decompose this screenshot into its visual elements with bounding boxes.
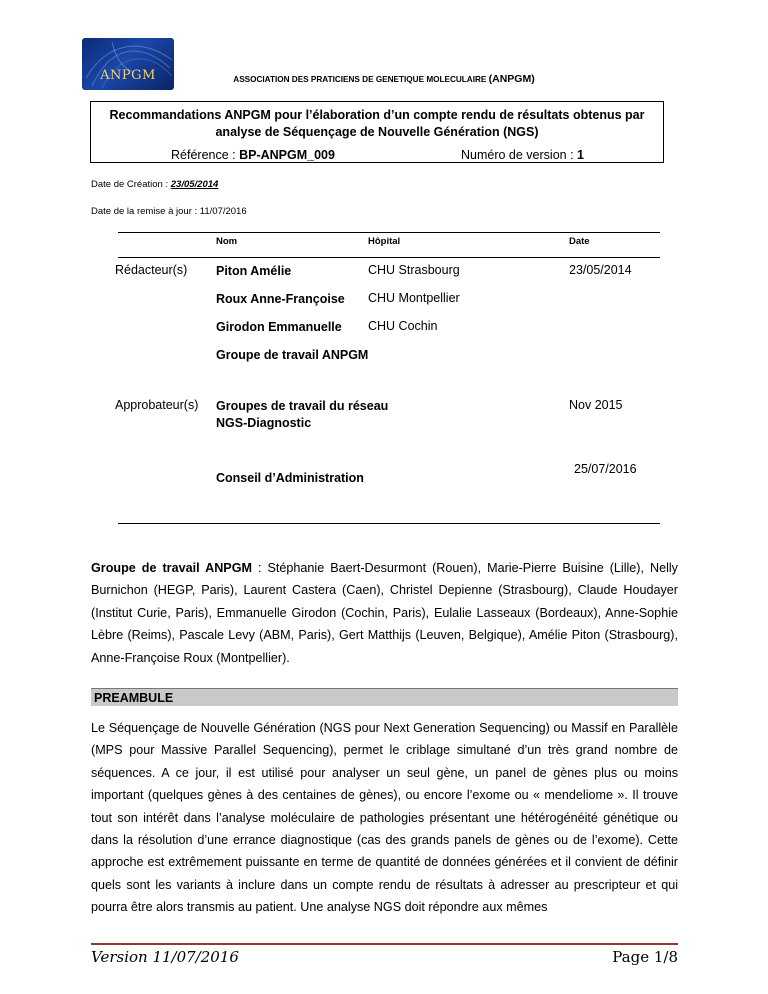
- footer-version: Version 11/07/2016: [91, 948, 239, 966]
- document-title: Recommandations ANPGM pour l’élaboration d’un compte rendu de résultats obtenus par analyse de Séquençage de Nouvelle Génération (NGS): [109, 108, 645, 139]
- update-date: [91, 206, 247, 217]
- table-row-name: Roux Anne-Françoise: [216, 292, 345, 306]
- reference-value: BP-ANPGM_009: [239, 148, 335, 162]
- approbateur-label: Approbateur(s): [115, 398, 199, 412]
- logo-text: ANPGM: [100, 68, 156, 83]
- working-group-label: Groupe de travail ANPGM: [91, 561, 252, 575]
- section-heading: PREAMBULE: [94, 691, 174, 705]
- creation-date-value: 23/05/2014: [170, 179, 219, 190]
- version-field: [461, 148, 584, 162]
- reference-field: [171, 148, 335, 162]
- col-header-date: Date: [569, 236, 590, 247]
- creation-date-label: Date de Création :: [91, 179, 171, 190]
- footer-page-number: Page 1/8: [612, 948, 678, 966]
- update-date-label: Date de la remise à jour :: [91, 206, 200, 217]
- association-acronym: (ANPGM): [488, 73, 535, 85]
- table-header-rule: [118, 257, 660, 258]
- version-value: 1: [577, 148, 584, 162]
- table-row-date: 25/07/2016: [574, 462, 637, 476]
- table-row-name: Groupes de travail du réseau NGS-Diagnostic: [216, 399, 389, 430]
- reference-label: Référence :: [171, 148, 240, 162]
- working-group-members: : Stéphanie Baert-Desurmont (Rouen), Marie-Pierre Buisine (Lille), Nelly Burnichon (HEGP, Paris), Laurent Castera (Caen), Christel Depienne (Strasbourg), Claude Houdayer (Institut Curie, Paris), Emmanuelle Girodon (Cochin, Paris), Eulalie Lasseaux (Bordeaux), Anne-Sophie Lèbre (Reims), Pascale Levy (ABM, Paris), Gert Matthijs (Leuven, Belgique), Amélie Piton (Strasbourg), Anne-Françoise Roux (Montpellier).: [91, 561, 678, 665]
- preamble-paragraph: Le Séquençage de Nouvelle Génération (NGS pour Next Generation Sequencing) ou Massif en Parallèle (MPS pour Massive Parallel Sequencing), permet le criblage simultané d’un très grand nombre de séquences. A ce jour, il est utilisé pour analyser un seul gène, un panel de gènes plus ou moins important (quelques gènes à des centaines de gènes), ou encore l’exome ou « mendeliome ». Il trouve tout son intérêt dans l’analyse moléculaire de pathologies présentant une hétérogénéité génétique ou dans la résolution d’une errance diagnostique (cas des grands panels de gènes ou de l’exome). Cette approche est extrêmement puissante en terme de quantité de données générées et il convient de définir quels sont les variants à inclure dans un compte rendu de résultats à adresser au prescripteur et qui pourra être alors transmis au patient. Une analyse NGS doit répondre aux mêmes: [91, 721, 678, 915]
- table-row-hospital: CHU Montpellier: [368, 291, 460, 305]
- table-row-name: Piton Amélie: [216, 264, 292, 278]
- table-row-name: Groupe de travail ANPGM: [216, 348, 369, 362]
- table-row-name: Conseil d’Administration: [216, 471, 364, 485]
- table-row-hospital: CHU Strasbourg: [368, 263, 460, 277]
- version-label: Numéro de version :: [461, 148, 578, 162]
- working-group-paragraph: [91, 557, 678, 669]
- table-top-rule: [118, 232, 660, 233]
- table-row-date: Nov 2015: [569, 398, 623, 412]
- col-header-name: Nom: [216, 236, 238, 247]
- creation-date: [91, 179, 218, 190]
- association-name: ASSOCIATION DES PRATICIENS DE GENETIQUE MOLECULAIRE: [233, 75, 487, 84]
- association-header: [0, 73, 768, 85]
- footer-rule: [91, 943, 678, 945]
- table-row-name: Girodon Emmanuelle: [216, 320, 342, 334]
- table-row-hospital: CHU Cochin: [368, 319, 438, 333]
- reference-box: [90, 101, 664, 163]
- redacteur-label: Rédacteur(s): [115, 263, 188, 277]
- update-date-value: 11/07/2016: [199, 206, 247, 217]
- table-bottom-rule: [118, 523, 660, 524]
- col-header-hospital: Hôpital: [368, 236, 401, 247]
- table-row-date: 23/05/2014: [569, 263, 632, 277]
- section-heading-bar: [91, 688, 678, 706]
